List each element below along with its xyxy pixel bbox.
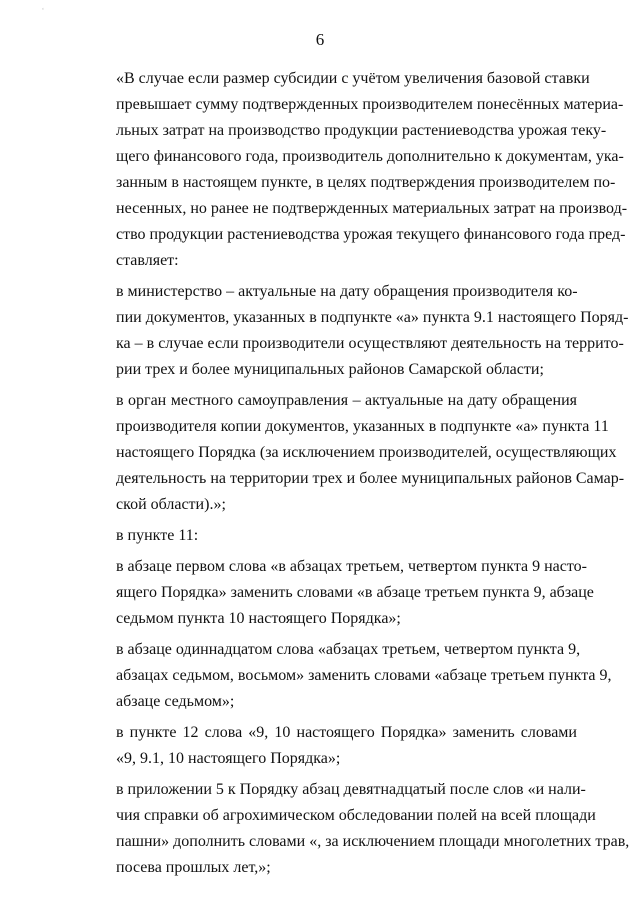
paragraph-line: в абзаце одиннадцатом слова «абзацах третьем, четвертом пункта 9, [116,641,581,658]
paragraph-line: занным в настоящем пункте, в целях подтверждения производителем по- [116,174,616,191]
paragraph-line: производителя копии документов, указанных в подпункте «а» пункта 11 [116,418,609,435]
paragraph-line: щего финансового года, производитель дополнительно к документам, ука- [116,148,624,165]
paragraph-line: ской области).»; [116,496,226,513]
paragraph-line: деятельность на территории трех и более муниципальных районов Самар- [116,470,625,487]
paragraph [79,637,612,715]
document-body [79,66,630,886]
paragraph [79,777,630,881]
paragraph-line: рии трех и более муниципальных районов Самарской области; [116,361,544,378]
paragraph-line: пии документов, указанных в подпункте «а» пункта 9.1 настоящего Поряд- [116,309,629,326]
paragraph-line: «В случае если размер субсидии с учётом увеличения базовой ставки [116,70,590,87]
paragraph-line: абзаце седьмом»; [116,693,235,710]
paragraph-line: настоящего Порядка (за исключением производителей, осуществляющих [116,444,617,461]
paragraph-line: чия справки об агрохимическом обследовании полей на всей площади [116,807,596,824]
paragraph [79,66,628,274]
paragraph-line: седьмом пункта 10 настоящего Порядка»; [116,610,401,627]
paragraph [79,720,577,772]
paragraph-line: ставляет: [116,252,179,269]
paragraph-line: несенных, но ранее не подтвержденных материальных затрат на производ- [116,200,628,217]
paragraph [79,388,625,518]
paragraph-line: в приложении 5 к Порядку абзац девятнадцатый после слов «и нали- [116,781,586,798]
paragraph [79,279,629,383]
paragraph-line: пашни» дополнить словами «, за исключением площади многолетних трав, [116,833,630,850]
paragraph-line: в министерство – актуальные на дату обращения производителя ко- [116,283,578,300]
paragraph-line: ство продукции растениеводства урожая текущего финансового года пред- [116,226,626,243]
paragraph-line: превышает сумму подтвержденных производителем понесённых материа- [116,96,624,113]
paragraph-line: «9, 9.1, 10 настоящего Порядка»; [116,750,341,767]
paragraph-line: ящего Порядка» заменить словами «в абзаце третьем пункта 9, абзаце [116,584,594,601]
paragraph-line: льных затрат на производство продукции растениеводства урожая теку- [116,122,607,139]
paragraph [79,523,577,549]
paragraph-line: в пункте 12 слова «9, 10 настоящего Порядка» заменить словами [116,724,577,741]
paragraph-line: абзацах седьмом, восьмом» заменить словами «абзаце третьем пункта 9, [116,667,612,684]
margin-mark: ‘ [42,8,44,14]
paragraph-line: в орган местного самоуправления – актуальные на дату обращения [116,392,577,409]
page-number: 6 [315,30,325,49]
paragraph-line: в пункте 11: [116,527,199,544]
paragraph-line: в абзаце первом слова «в абзацах третьем, четвертом пункта 9 насто- [116,558,587,575]
paragraph [79,554,594,632]
paragraph-line: посева прошлых лет,»; [116,859,271,876]
paragraph-line: ка – в случае если производители осуществляют деятельность на террито- [116,335,624,352]
